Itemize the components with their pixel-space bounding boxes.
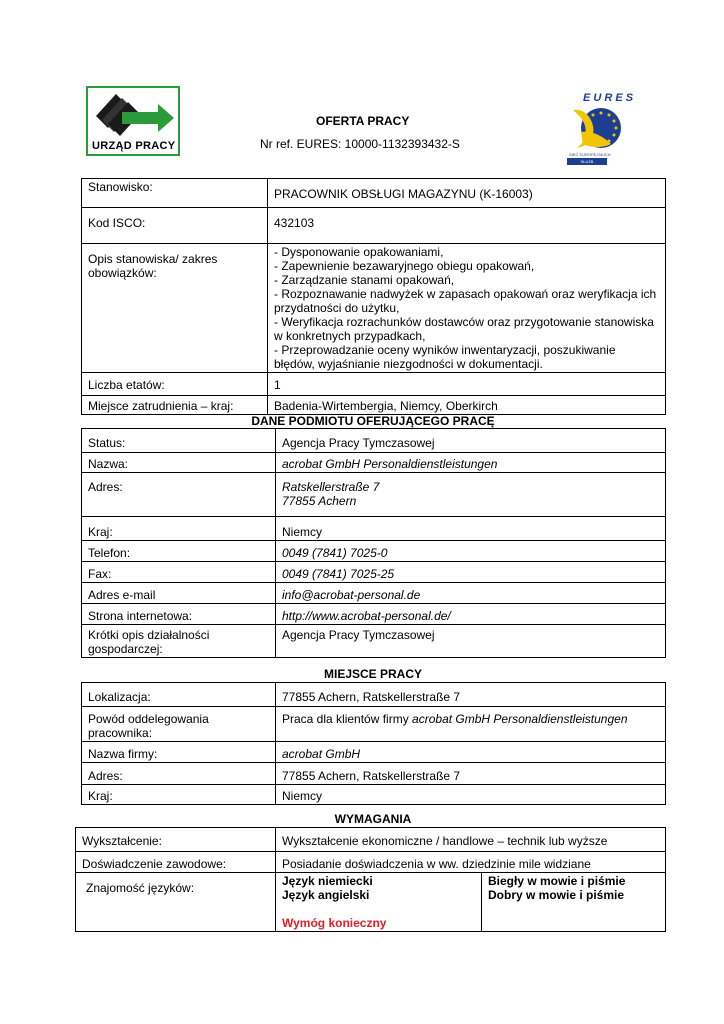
table-row	[82, 541, 666, 562]
address-label: Adres:	[82, 473, 276, 517]
experience-value: Posiadanie doświadczenia w ww. dziedzinie mile widziane	[276, 852, 666, 873]
table-row	[82, 562, 666, 583]
duties-label: Opis stanowiska/ zakres obowiązków:	[82, 244, 268, 373]
reason-value-plain: Praca dla klientów firmy	[282, 712, 413, 726]
urzad-pracy-logo	[86, 86, 180, 156]
workplace-country-value: Niemcy	[276, 785, 666, 805]
place-label: Miejsce zatrudnienia – kraj:	[82, 396, 268, 415]
table-row	[82, 604, 666, 625]
address-line-2: 77855 Achern	[282, 494, 357, 508]
table-row	[82, 453, 666, 473]
activity-label: Krótki opis działalności gospodarczej:	[82, 625, 276, 658]
experience-label: Doświadczenie zawodowe:	[76, 852, 276, 873]
page-title: OFERTA PRACY	[316, 114, 410, 128]
web-label: Strona internetowa:	[82, 604, 276, 625]
table-row	[76, 873, 666, 932]
duties-value: - Dysponowanie opakowaniami, - Zapewnienie bezawaryjnego obiegu opakowań, - Zarządzanie stanami opakowań, - Rozpoznawanie nadwyżek w zapasach opakowań oraz weryfikacja ich przydatności do użytku, - Weryfikacja rozrachunków dostawców oraz przygotowanie stanowiska w konkretnych przypadkach, - Przeprowadzanie oceny wyników inwentaryzacji, poszukiwanie błędów, wyjaśnianie niezgodności w dokumentacji.	[268, 244, 666, 373]
status-value: Agencja Pracy Tymczasowej	[276, 429, 666, 453]
language-required-note: Wymóg konieczny	[282, 916, 387, 930]
fax-value: 0049 (7841) 7025-25	[276, 562, 666, 583]
education-value: Wykształcenie ekonomiczne / handlowe – technik lub wyższe	[276, 828, 666, 852]
eures-hands-icon	[567, 104, 633, 152]
reason-value	[276, 707, 666, 742]
reason-value-company: acrobat GmbH Personaldienstleistungen	[412, 712, 628, 726]
workplace-address-label: Adres:	[82, 763, 276, 785]
table-row	[82, 517, 666, 541]
isco-value: 432103	[268, 208, 666, 244]
table-row	[76, 852, 666, 873]
employer-table	[81, 428, 666, 658]
location-value: 77855 Achern, Ratskellerstraße 7	[276, 683, 666, 707]
language-2: Język angielski	[282, 888, 370, 902]
language-level-1: Biegły w mowie i piśmie	[488, 874, 626, 888]
phone-label: Telefon:	[82, 541, 276, 562]
eures-logo-text: E U R E S	[583, 92, 634, 104]
eures-caption-2: SŁUŻB ZATRUDNIENIA	[567, 158, 607, 165]
table-row	[82, 707, 666, 742]
status-label: Status:	[82, 429, 276, 453]
name-value: acrobat GmbH Personaldienstleistungen	[276, 453, 666, 473]
table-row	[82, 785, 666, 805]
table-row	[82, 179, 666, 208]
table-row	[82, 396, 666, 415]
table-row	[82, 473, 666, 517]
workplace-country-label: Kraj:	[82, 785, 276, 805]
table-row	[82, 208, 666, 244]
position-value	[268, 179, 666, 208]
company-label: Nazwa firmy:	[82, 742, 276, 763]
email-label: Adres e-mail	[82, 583, 276, 604]
table-row	[82, 583, 666, 604]
language-levels	[482, 873, 666, 932]
place-value: Badenia-Wirtembergia, Niemcy, Oberkirch	[268, 396, 666, 415]
requirements-section-title: WYMAGANIA	[334, 812, 412, 826]
position-label: Stanowisko:	[82, 179, 268, 208]
language-level-2: Dobry w mowie i piśmie	[488, 888, 625, 902]
eures-logo	[567, 92, 643, 174]
reference-number: Nr ref. EURES: 10000-1132393432-S	[260, 137, 460, 151]
location-label: Lokalizacja:	[82, 683, 276, 707]
offer-table	[81, 178, 666, 415]
table-row	[82, 429, 666, 453]
table-row	[82, 683, 666, 707]
requirements-table	[75, 827, 666, 932]
workplace-table	[81, 682, 666, 805]
fte-value: 1	[268, 373, 666, 396]
fte-label: Liczba etatów:	[82, 373, 268, 396]
workplace-address-value: 77855 Achern, Ratskellerstraße 7	[276, 763, 666, 785]
reason-label: Powód oddelegowania pracownika:	[82, 707, 276, 742]
education-label: Wykształcenie:	[76, 828, 276, 852]
company-value: acrobat GmbH	[276, 742, 666, 763]
address-line-1: Ratskellerstraße 7	[282, 480, 380, 494]
languages-list	[276, 873, 482, 932]
country-value: Niemcy	[276, 517, 666, 541]
cards-arrow-icon	[88, 90, 178, 140]
table-row	[82, 244, 666, 373]
urzad-pracy-logo-text: URZĄD PRACY	[92, 140, 176, 152]
email-value[interactable]: info@acrobat-personal.de	[276, 583, 666, 604]
address-value	[276, 473, 666, 517]
isco-label: Kod ISCO:	[82, 208, 268, 244]
table-row	[82, 373, 666, 396]
table-row	[82, 763, 666, 785]
languages-label: Znajomość języków:	[76, 873, 276, 932]
web-value[interactable]: http://www.acrobat-personal.de/	[276, 604, 666, 625]
employer-section-title: DANE PODMIOTU OFERUJĄCEGO PRACĘ	[251, 414, 495, 428]
country-label: Kraj:	[82, 517, 276, 541]
name-label: Nazwa:	[82, 453, 276, 473]
workplace-section-title: MIEJSCE PRACY	[323, 667, 423, 681]
language-1: Język niemiecki	[282, 874, 373, 888]
table-row	[82, 742, 666, 763]
table-row	[82, 625, 666, 658]
activity-value: Agencja Pracy Tymczasowej	[276, 625, 666, 658]
fax-label: Fax:	[82, 562, 276, 583]
table-row	[76, 828, 666, 852]
phone-value: 0049 (7841) 7025-0	[276, 541, 666, 562]
eures-caption-1: SIEĆ EUROPEJSKICH	[569, 152, 611, 157]
position-value-text: PRACOWNIK OBSŁUGI MAGAZYNU (K-16003)	[274, 187, 533, 201]
